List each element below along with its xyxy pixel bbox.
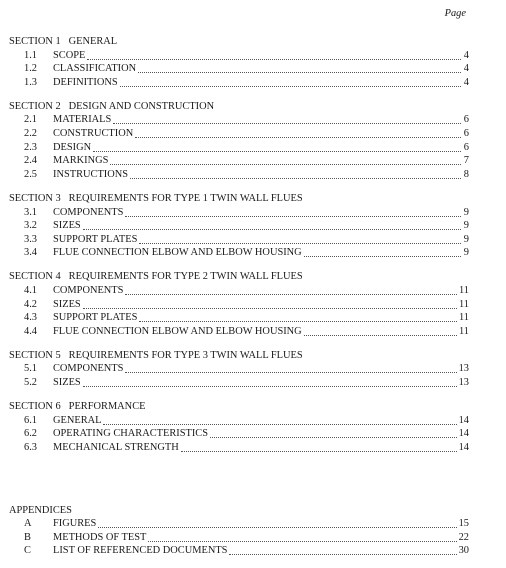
entry-number: 2.4: [24, 155, 37, 167]
entry-number: 5.2: [24, 377, 37, 389]
dot-leader: [135, 127, 461, 138]
entry-page-number: 9: [463, 247, 469, 259]
toc-section: [9, 35, 469, 89]
section-number: SECTION 6: [9, 401, 61, 413]
entry-page-number: 11: [458, 312, 469, 324]
appendix-entry[interactable]: [9, 517, 469, 531]
entry-number: 3.1: [24, 206, 37, 218]
toc-section: [9, 400, 469, 454]
dot-leader: [130, 168, 461, 179]
entry-number: 3.3: [24, 233, 37, 245]
dot-leader: [83, 298, 457, 309]
toc-entry[interactable]: [9, 427, 469, 441]
dot-leader: [98, 517, 456, 528]
section-title: DESIGN AND CONSTRUCTION: [68, 100, 215, 112]
entry-page-number: 22: [458, 531, 469, 543]
entry-title: SIZES: [53, 220, 81, 232]
toc-entry[interactable]: [9, 127, 469, 141]
section-number: SECTION 5: [9, 349, 61, 361]
toc-entry[interactable]: [9, 219, 469, 233]
entry-page-number: 14: [458, 428, 469, 440]
dot-leader: [304, 325, 457, 336]
entry-number: 1.2: [24, 63, 37, 75]
entry-title: COMPONENTS: [53, 206, 124, 218]
entry-page-number: 15: [458, 518, 469, 530]
entry-title: DESIGN: [53, 141, 92, 153]
entry-number: 1.3: [24, 76, 37, 88]
entry-number: 4.3: [24, 312, 37, 324]
dot-leader: [83, 219, 461, 230]
entry-page-number: 6: [463, 128, 469, 140]
toc-entry[interactable]: [9, 233, 469, 247]
toc-entry[interactable]: [9, 376, 469, 390]
appendix-letter: C: [24, 545, 31, 557]
section-heading[interactable]: [9, 35, 469, 49]
dot-leader: [139, 233, 461, 244]
dot-leader: [93, 141, 461, 152]
entry-number: 3.2: [24, 220, 37, 232]
toc-entry[interactable]: [9, 206, 469, 220]
table-of-contents: [9, 35, 469, 568]
entry-page-number: 9: [463, 233, 469, 245]
entry-title: INSTRUCTIONS: [53, 168, 129, 180]
section-heading[interactable]: [9, 270, 469, 284]
dot-leader: [304, 246, 461, 257]
entry-page-number: 4: [463, 63, 469, 75]
entry-page-number: 11: [458, 298, 469, 310]
section-title: PERFORMANCE: [68, 401, 146, 413]
dot-leader: [110, 154, 461, 165]
entry-title: FLUE CONNECTION ELBOW AND ELBOW HOUSING: [53, 325, 302, 337]
entry-page-number: 30: [458, 545, 469, 557]
dot-leader: [148, 531, 456, 542]
toc-entry[interactable]: [9, 298, 469, 312]
dot-leader: [125, 206, 461, 217]
entry-page-number: 14: [458, 441, 469, 453]
appendix-letter: B: [24, 531, 31, 543]
page-column-label: Page: [444, 8, 466, 19]
toc-section: [9, 192, 469, 260]
section-heading[interactable]: [9, 100, 469, 114]
dot-leader: [139, 311, 457, 322]
entry-number: 2.5: [24, 168, 37, 180]
entry-page-number: 14: [458, 414, 469, 426]
appendix-title: LIST OF REFERENCED DOCUMENTS: [53, 545, 228, 557]
entry-title: CONSTRUCTION: [53, 128, 134, 140]
dot-leader: [120, 76, 461, 87]
appendix-entry[interactable]: [9, 544, 469, 558]
appendix-title: FIGURES: [53, 518, 97, 530]
entry-page-number: 11: [458, 325, 469, 337]
section-number: SECTION 1: [9, 36, 61, 47]
entry-page-number: 13: [458, 363, 469, 375]
entry-title: COMPONENTS: [53, 363, 124, 375]
entry-number: 3.4: [24, 247, 37, 259]
dot-leader: [125, 284, 457, 295]
entry-title: CLASSIFICATION: [53, 63, 137, 75]
section-number: SECTION 4: [9, 271, 61, 283]
toc-entry[interactable]: [9, 113, 469, 127]
entry-number: 5.1: [24, 363, 37, 375]
entry-page-number: 4: [463, 49, 469, 61]
entry-number: 4.2: [24, 298, 37, 310]
entry-title: MARKINGS: [53, 155, 109, 167]
entry-page-number: 4: [463, 76, 469, 88]
toc-entry[interactable]: [9, 141, 469, 155]
entry-title: SUPPORT PLATES: [53, 233, 138, 245]
entry-title: SCOPE: [53, 49, 86, 61]
toc-entry[interactable]: [9, 168, 469, 182]
entry-title: SIZES: [53, 377, 81, 389]
dot-leader: [125, 362, 456, 373]
toc-entry[interactable]: [9, 362, 469, 376]
dot-leader: [229, 544, 456, 555]
entry-number: 4.4: [24, 325, 37, 337]
appendices-section: [9, 504, 469, 558]
entry-number: 6.3: [24, 441, 37, 453]
entry-title: FLUE CONNECTION ELBOW AND ELBOW HOUSING: [53, 247, 302, 259]
toc-section: [9, 270, 469, 338]
section-heading[interactable]: [9, 400, 469, 414]
entry-title: SIZES: [53, 298, 81, 310]
entry-page-number: 11: [458, 285, 469, 296]
entry-title: OPERATING CHARACTERISTICS: [53, 428, 209, 440]
dot-leader: [181, 441, 457, 452]
toc-entry[interactable]: [9, 414, 469, 428]
dot-leader: [103, 414, 456, 425]
toc-entry[interactable]: [9, 311, 469, 325]
appendix-title: METHODS OF TEST: [53, 531, 147, 543]
dot-leader: [87, 49, 461, 60]
entry-page-number: 9: [463, 206, 469, 218]
section-title: REQUIREMENTS FOR TYPE 1 TWIN WALL FLUES: [68, 192, 303, 204]
toc-section: [9, 349, 469, 390]
dot-leader: [113, 113, 461, 124]
entry-page-number: 7: [463, 155, 469, 167]
entry-page-number: 9: [463, 220, 469, 232]
entry-page-number: 8: [463, 168, 469, 180]
entry-page-number: 13: [458, 377, 469, 389]
entry-page-number: 6: [463, 141, 469, 153]
section-title: REQUIREMENTS FOR TYPE 2 TWIN WALL FLUES: [68, 271, 303, 283]
entry-number: 1.1: [24, 49, 37, 61]
section-heading[interactable]: [9, 349, 469, 363]
entry-number: 6.1: [24, 414, 37, 426]
section-number: SECTION 2: [9, 100, 61, 112]
toc-entry[interactable]: [9, 49, 469, 63]
toc-entry[interactable]: [9, 76, 469, 90]
section-title: REQUIREMENTS FOR TYPE 3 TWIN WALL FLUES: [68, 349, 303, 361]
appendices-heading[interactable]: APPENDICES: [9, 504, 72, 516]
entry-number: 4.1: [24, 285, 37, 296]
toc-entry[interactable]: [9, 62, 469, 76]
entry-page-number: 6: [463, 114, 469, 126]
entry-title: GENERAL: [53, 414, 102, 426]
section-number: SECTION 3: [9, 192, 61, 204]
entry-number: 6.2: [24, 428, 37, 440]
toc-entry[interactable]: [9, 246, 469, 260]
toc-entry[interactable]: [9, 154, 469, 168]
toc-entry[interactable]: [9, 325, 469, 339]
appendix-letter: A: [24, 518, 32, 530]
entry-number: 2.2: [24, 128, 37, 140]
entry-title: DEFINITIONS: [53, 76, 118, 88]
dot-leader: [138, 62, 461, 73]
entry-number: 2.1: [24, 114, 37, 126]
entry-title: COMPONENTS: [53, 285, 124, 296]
appendix-entry[interactable]: [9, 531, 469, 545]
toc-section: [9, 100, 469, 182]
toc-entry[interactable]: [9, 284, 469, 298]
dot-leader: [210, 427, 457, 438]
entry-title: MATERIALS: [53, 114, 112, 126]
dot-leader: [83, 376, 457, 387]
section-heading[interactable]: [9, 192, 469, 206]
section-title: GENERAL: [68, 36, 118, 47]
entry-number: 2.3: [24, 141, 37, 153]
toc-entry[interactable]: [9, 441, 469, 455]
entry-title: SUPPORT PLATES: [53, 312, 138, 324]
entry-title: MECHANICAL STRENGTH: [53, 441, 179, 453]
